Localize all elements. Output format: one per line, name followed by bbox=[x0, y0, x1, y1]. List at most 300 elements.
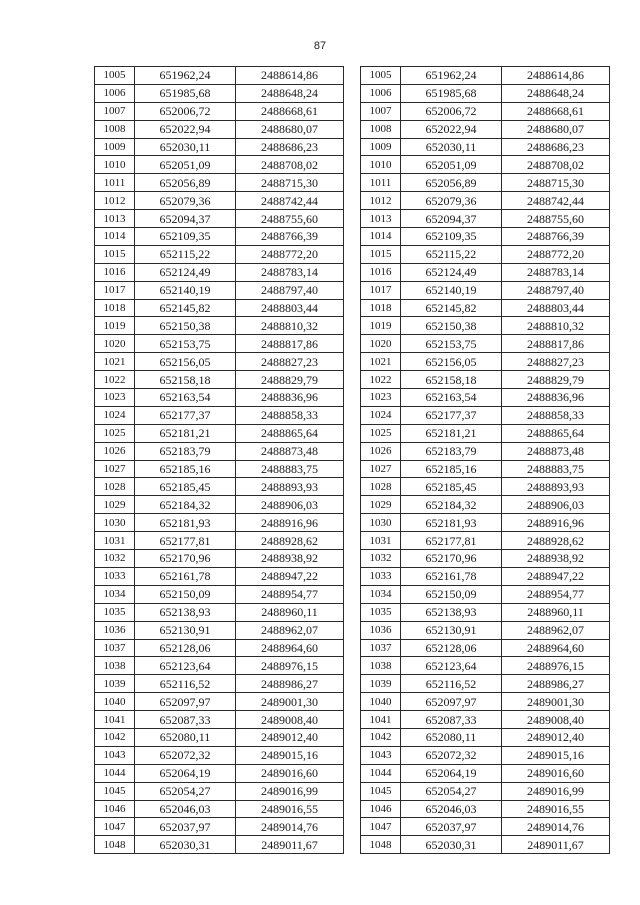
point-number-cell: 1026 bbox=[361, 442, 401, 460]
table-row bbox=[95, 478, 344, 496]
y-coordinate-cell: 2488938,92 bbox=[502, 550, 610, 568]
table-row bbox=[361, 281, 610, 299]
y-coordinate-cell: 2489016,60 bbox=[502, 764, 610, 782]
point-number-cell: 1008 bbox=[361, 120, 401, 138]
point-number-cell: 1020 bbox=[361, 335, 401, 353]
table-row bbox=[95, 693, 344, 711]
point-number-cell: 1035 bbox=[95, 603, 135, 621]
point-number-cell: 1024 bbox=[361, 406, 401, 424]
x-coordinate-cell: 652051,09 bbox=[401, 156, 502, 174]
table-row bbox=[95, 84, 344, 102]
point-number-cell: 1041 bbox=[95, 711, 135, 729]
point-number-cell: 1036 bbox=[361, 621, 401, 639]
point-number-cell: 1025 bbox=[95, 424, 135, 442]
point-number-cell: 1048 bbox=[95, 836, 135, 854]
x-coordinate-cell: 651985,68 bbox=[401, 84, 502, 102]
y-coordinate-cell: 2488708,02 bbox=[502, 156, 610, 174]
x-coordinate-cell: 651962,24 bbox=[401, 67, 502, 85]
y-coordinate-cell: 2488954,77 bbox=[502, 585, 610, 603]
point-number-cell: 1014 bbox=[95, 228, 135, 246]
x-coordinate-cell: 652150,38 bbox=[135, 317, 236, 335]
y-coordinate-cell: 2488686,23 bbox=[502, 138, 610, 156]
point-number-cell: 1034 bbox=[95, 585, 135, 603]
y-coordinate-cell: 2488755,60 bbox=[236, 210, 344, 228]
table-row bbox=[361, 836, 610, 854]
y-coordinate-cell: 2488648,24 bbox=[236, 84, 344, 102]
x-coordinate-cell: 652054,27 bbox=[135, 782, 236, 800]
x-coordinate-cell: 652185,45 bbox=[401, 478, 502, 496]
x-coordinate-cell: 652123,64 bbox=[135, 657, 236, 675]
y-coordinate-cell: 2488817,86 bbox=[502, 335, 610, 353]
table-row bbox=[361, 210, 610, 228]
y-coordinate-cell: 2488715,30 bbox=[502, 174, 610, 192]
table-row bbox=[361, 228, 610, 246]
x-coordinate-cell: 652185,45 bbox=[135, 478, 236, 496]
point-number-cell: 1022 bbox=[95, 371, 135, 389]
y-coordinate-cell: 2488962,07 bbox=[236, 621, 344, 639]
point-number-cell: 1009 bbox=[95, 138, 135, 156]
x-coordinate-cell: 652130,91 bbox=[135, 621, 236, 639]
point-number-cell: 1035 bbox=[361, 603, 401, 621]
y-coordinate-cell: 2488614,86 bbox=[236, 67, 344, 85]
x-coordinate-cell: 652161,78 bbox=[135, 567, 236, 585]
x-coordinate-cell: 652150,09 bbox=[401, 585, 502, 603]
y-coordinate-cell: 2488614,86 bbox=[502, 67, 610, 85]
y-coordinate-cell: 2488829,79 bbox=[502, 371, 610, 389]
x-coordinate-cell: 652150,09 bbox=[135, 585, 236, 603]
table-row bbox=[95, 371, 344, 389]
table-row bbox=[361, 245, 610, 263]
point-number-cell: 1041 bbox=[361, 711, 401, 729]
x-coordinate-cell: 651985,68 bbox=[135, 84, 236, 102]
table-row bbox=[95, 317, 344, 335]
x-coordinate-cell: 652109,35 bbox=[135, 228, 236, 246]
y-coordinate-cell: 2488742,44 bbox=[236, 192, 344, 210]
y-coordinate-cell: 2488803,44 bbox=[502, 299, 610, 317]
point-number-cell: 1042 bbox=[95, 728, 135, 746]
point-number-cell: 1026 bbox=[95, 442, 135, 460]
y-coordinate-cell: 2489016,99 bbox=[236, 782, 344, 800]
y-coordinate-cell: 2488797,40 bbox=[502, 281, 610, 299]
table-row bbox=[95, 728, 344, 746]
table-row bbox=[95, 550, 344, 568]
table-row bbox=[361, 406, 610, 424]
point-number-cell: 1044 bbox=[95, 764, 135, 782]
table-row bbox=[95, 603, 344, 621]
y-coordinate-cell: 2489001,30 bbox=[236, 693, 344, 711]
y-coordinate-cell: 2489016,60 bbox=[236, 764, 344, 782]
x-coordinate-cell: 652046,03 bbox=[401, 800, 502, 818]
x-coordinate-cell: 652177,81 bbox=[401, 532, 502, 550]
x-coordinate-cell: 652037,97 bbox=[135, 818, 236, 836]
x-coordinate-cell: 652181,93 bbox=[135, 514, 236, 532]
y-coordinate-cell: 2488906,03 bbox=[236, 496, 344, 514]
y-coordinate-cell: 2488947,22 bbox=[236, 567, 344, 585]
point-number-cell: 1020 bbox=[95, 335, 135, 353]
y-coordinate-cell: 2488962,07 bbox=[502, 621, 610, 639]
x-coordinate-cell: 652158,18 bbox=[401, 371, 502, 389]
table-row bbox=[95, 192, 344, 210]
table-row bbox=[361, 335, 610, 353]
y-coordinate-cell: 2488883,75 bbox=[236, 460, 344, 478]
y-coordinate-cell: 2488766,39 bbox=[236, 228, 344, 246]
table-row bbox=[95, 263, 344, 281]
table-row bbox=[361, 764, 610, 782]
table-row bbox=[361, 550, 610, 568]
table-row bbox=[361, 693, 610, 711]
table-row bbox=[95, 532, 344, 550]
x-coordinate-cell: 652056,89 bbox=[401, 174, 502, 192]
point-number-cell: 1045 bbox=[95, 782, 135, 800]
point-number-cell: 1028 bbox=[95, 478, 135, 496]
point-number-cell: 1013 bbox=[95, 210, 135, 228]
y-coordinate-cell: 2488817,86 bbox=[236, 335, 344, 353]
y-coordinate-cell: 2488883,75 bbox=[502, 460, 610, 478]
table-row bbox=[95, 228, 344, 246]
y-coordinate-cell: 2488680,07 bbox=[236, 120, 344, 138]
table-row bbox=[361, 639, 610, 657]
point-number-cell: 1017 bbox=[95, 281, 135, 299]
point-number-cell: 1042 bbox=[361, 728, 401, 746]
y-coordinate-cell: 2488865,64 bbox=[236, 424, 344, 442]
y-coordinate-cell: 2488960,11 bbox=[236, 603, 344, 621]
table-row bbox=[361, 782, 610, 800]
table-row bbox=[361, 746, 610, 764]
table-row bbox=[95, 621, 344, 639]
table-row bbox=[95, 424, 344, 442]
point-number-cell: 1029 bbox=[361, 496, 401, 514]
point-number-cell: 1008 bbox=[95, 120, 135, 138]
table-row bbox=[95, 639, 344, 657]
x-coordinate-cell: 652161,78 bbox=[401, 567, 502, 585]
point-number-cell: 1010 bbox=[361, 156, 401, 174]
y-coordinate-cell: 2488976,15 bbox=[502, 657, 610, 675]
table-row bbox=[95, 585, 344, 603]
point-number-cell: 1012 bbox=[95, 192, 135, 210]
y-coordinate-cell: 2488783,14 bbox=[236, 263, 344, 281]
table-row bbox=[361, 567, 610, 585]
table-row bbox=[361, 603, 610, 621]
y-coordinate-cell: 2488960,11 bbox=[502, 603, 610, 621]
point-number-cell: 1048 bbox=[361, 836, 401, 854]
point-number-cell: 1005 bbox=[361, 67, 401, 85]
point-number-cell: 1047 bbox=[361, 818, 401, 836]
y-coordinate-cell: 2488810,32 bbox=[502, 317, 610, 335]
point-number-cell: 1021 bbox=[95, 353, 135, 371]
x-coordinate-cell: 652094,37 bbox=[135, 210, 236, 228]
point-number-cell: 1007 bbox=[361, 102, 401, 120]
table-row bbox=[361, 460, 610, 478]
table-row bbox=[95, 156, 344, 174]
x-coordinate-cell: 652140,19 bbox=[135, 281, 236, 299]
y-coordinate-cell: 2489012,40 bbox=[502, 728, 610, 746]
x-coordinate-cell: 652087,33 bbox=[135, 711, 236, 729]
y-coordinate-cell: 2488668,61 bbox=[236, 102, 344, 120]
x-coordinate-cell: 652183,79 bbox=[401, 442, 502, 460]
x-coordinate-cell: 652158,18 bbox=[135, 371, 236, 389]
x-coordinate-cell: 652046,03 bbox=[135, 800, 236, 818]
x-coordinate-cell: 652022,94 bbox=[135, 120, 236, 138]
table-row bbox=[95, 138, 344, 156]
x-coordinate-cell: 652064,19 bbox=[401, 764, 502, 782]
x-coordinate-cell: 652072,32 bbox=[135, 746, 236, 764]
table-row bbox=[95, 210, 344, 228]
x-coordinate-cell: 652156,05 bbox=[135, 353, 236, 371]
point-number-cell: 1033 bbox=[95, 567, 135, 585]
table-row bbox=[361, 84, 610, 102]
table-row bbox=[361, 800, 610, 818]
table-row bbox=[361, 156, 610, 174]
y-coordinate-cell: 2488803,44 bbox=[236, 299, 344, 317]
point-number-cell: 1043 bbox=[361, 746, 401, 764]
x-coordinate-cell: 652163,54 bbox=[401, 389, 502, 407]
coordinates-table-right bbox=[360, 66, 610, 854]
point-number-cell: 1014 bbox=[361, 228, 401, 246]
point-number-cell: 1006 bbox=[95, 84, 135, 102]
table-row bbox=[95, 746, 344, 764]
x-coordinate-cell: 652140,19 bbox=[401, 281, 502, 299]
y-coordinate-cell: 2488986,27 bbox=[502, 675, 610, 693]
point-number-cell: 1019 bbox=[361, 317, 401, 335]
y-coordinate-cell: 2488742,44 bbox=[502, 192, 610, 210]
x-coordinate-cell: 652156,05 bbox=[401, 353, 502, 371]
table-row bbox=[95, 818, 344, 836]
y-coordinate-cell: 2488858,33 bbox=[502, 406, 610, 424]
table-row bbox=[361, 138, 610, 156]
x-coordinate-cell: 652181,21 bbox=[135, 424, 236, 442]
table-row bbox=[95, 782, 344, 800]
point-number-cell: 1047 bbox=[95, 818, 135, 836]
coordinates-table-left bbox=[94, 66, 344, 854]
point-number-cell: 1039 bbox=[95, 675, 135, 693]
x-coordinate-cell: 652051,09 bbox=[135, 156, 236, 174]
y-coordinate-cell: 2489016,55 bbox=[502, 800, 610, 818]
point-number-cell: 1013 bbox=[361, 210, 401, 228]
x-coordinate-cell: 652184,32 bbox=[401, 496, 502, 514]
table-row bbox=[361, 514, 610, 532]
x-coordinate-cell: 652064,19 bbox=[135, 764, 236, 782]
x-coordinate-cell: 652185,16 bbox=[401, 460, 502, 478]
y-coordinate-cell: 2488976,15 bbox=[236, 657, 344, 675]
table-row bbox=[95, 657, 344, 675]
point-number-cell: 1043 bbox=[95, 746, 135, 764]
x-coordinate-cell: 652054,27 bbox=[401, 782, 502, 800]
table-row bbox=[95, 389, 344, 407]
y-coordinate-cell: 2488755,60 bbox=[502, 210, 610, 228]
point-number-cell: 1029 bbox=[95, 496, 135, 514]
table-row bbox=[95, 406, 344, 424]
y-coordinate-cell: 2488783,14 bbox=[502, 263, 610, 281]
table-row bbox=[361, 317, 610, 335]
x-coordinate-cell: 652030,11 bbox=[401, 138, 502, 156]
point-number-cell: 1030 bbox=[361, 514, 401, 532]
point-number-cell: 1032 bbox=[361, 550, 401, 568]
point-number-cell: 1036 bbox=[95, 621, 135, 639]
y-coordinate-cell: 2488827,23 bbox=[236, 353, 344, 371]
table-row bbox=[361, 263, 610, 281]
table-row bbox=[95, 120, 344, 138]
y-coordinate-cell: 2489011,67 bbox=[502, 836, 610, 854]
point-number-cell: 1016 bbox=[361, 263, 401, 281]
x-coordinate-cell: 652080,11 bbox=[401, 728, 502, 746]
x-coordinate-cell: 652181,21 bbox=[401, 424, 502, 442]
y-coordinate-cell: 2489011,67 bbox=[236, 836, 344, 854]
y-coordinate-cell: 2488772,20 bbox=[502, 245, 610, 263]
y-coordinate-cell: 2488916,96 bbox=[502, 514, 610, 532]
x-coordinate-cell: 652177,37 bbox=[135, 406, 236, 424]
x-coordinate-cell: 652056,89 bbox=[135, 174, 236, 192]
point-number-cell: 1039 bbox=[361, 675, 401, 693]
x-coordinate-cell: 652185,16 bbox=[135, 460, 236, 478]
x-coordinate-cell: 652170,96 bbox=[401, 550, 502, 568]
table-row bbox=[95, 496, 344, 514]
table-row bbox=[95, 442, 344, 460]
x-coordinate-cell: 652030,31 bbox=[401, 836, 502, 854]
y-coordinate-cell: 2488797,40 bbox=[236, 281, 344, 299]
x-coordinate-cell: 652115,22 bbox=[135, 245, 236, 263]
point-number-cell: 1046 bbox=[361, 800, 401, 818]
point-number-cell: 1031 bbox=[361, 532, 401, 550]
y-coordinate-cell: 2488810,32 bbox=[236, 317, 344, 335]
x-coordinate-cell: 652163,54 bbox=[135, 389, 236, 407]
y-coordinate-cell: 2488829,79 bbox=[236, 371, 344, 389]
x-coordinate-cell: 652094,37 bbox=[401, 210, 502, 228]
table-row bbox=[361, 818, 610, 836]
y-coordinate-cell: 2489012,40 bbox=[236, 728, 344, 746]
point-number-cell: 1034 bbox=[361, 585, 401, 603]
y-coordinate-cell: 2488893,93 bbox=[502, 478, 610, 496]
y-coordinate-cell: 2488772,20 bbox=[236, 245, 344, 263]
table-row bbox=[95, 335, 344, 353]
x-coordinate-cell: 652124,49 bbox=[135, 263, 236, 281]
y-coordinate-cell: 2488873,48 bbox=[502, 442, 610, 460]
table-row bbox=[95, 836, 344, 854]
table-row bbox=[361, 496, 610, 514]
point-number-cell: 1031 bbox=[95, 532, 135, 550]
point-number-cell: 1040 bbox=[95, 693, 135, 711]
table-row bbox=[361, 675, 610, 693]
table-row bbox=[95, 102, 344, 120]
point-number-cell: 1016 bbox=[95, 263, 135, 281]
x-coordinate-cell: 652183,79 bbox=[135, 442, 236, 460]
point-number-cell: 1018 bbox=[361, 299, 401, 317]
x-coordinate-cell: 652022,94 bbox=[401, 120, 502, 138]
point-number-cell: 1012 bbox=[361, 192, 401, 210]
x-coordinate-cell: 652145,82 bbox=[401, 299, 502, 317]
point-number-cell: 1033 bbox=[361, 567, 401, 585]
x-coordinate-cell: 652006,72 bbox=[401, 102, 502, 120]
point-number-cell: 1011 bbox=[361, 174, 401, 192]
y-coordinate-cell: 2489016,99 bbox=[502, 782, 610, 800]
point-number-cell: 1009 bbox=[361, 138, 401, 156]
table-row bbox=[95, 353, 344, 371]
table-row bbox=[361, 711, 610, 729]
table-row bbox=[95, 281, 344, 299]
table-row bbox=[95, 460, 344, 478]
y-coordinate-cell: 2488928,62 bbox=[236, 532, 344, 550]
y-coordinate-cell: 2488928,62 bbox=[502, 532, 610, 550]
point-number-cell: 1044 bbox=[361, 764, 401, 782]
table-row bbox=[361, 192, 610, 210]
y-coordinate-cell: 2489014,76 bbox=[502, 818, 610, 836]
y-coordinate-cell: 2488708,02 bbox=[236, 156, 344, 174]
x-coordinate-cell: 652030,31 bbox=[135, 836, 236, 854]
x-coordinate-cell: 652109,35 bbox=[401, 228, 502, 246]
x-coordinate-cell: 652138,93 bbox=[401, 603, 502, 621]
y-coordinate-cell: 2488715,30 bbox=[236, 174, 344, 192]
point-number-cell: 1007 bbox=[95, 102, 135, 120]
x-coordinate-cell: 652080,11 bbox=[135, 728, 236, 746]
table-row bbox=[361, 657, 610, 675]
point-number-cell: 1037 bbox=[361, 639, 401, 657]
y-coordinate-cell: 2489016,55 bbox=[236, 800, 344, 818]
point-number-cell: 1017 bbox=[361, 281, 401, 299]
point-number-cell: 1040 bbox=[361, 693, 401, 711]
x-coordinate-cell: 652030,11 bbox=[135, 138, 236, 156]
x-coordinate-cell: 652181,93 bbox=[401, 514, 502, 532]
point-number-cell: 1015 bbox=[95, 245, 135, 263]
point-number-cell: 1023 bbox=[361, 389, 401, 407]
point-number-cell: 1021 bbox=[361, 353, 401, 371]
point-number-cell: 1032 bbox=[95, 550, 135, 568]
table-row bbox=[361, 120, 610, 138]
y-coordinate-cell: 2488954,77 bbox=[236, 585, 344, 603]
y-coordinate-cell: 2489014,76 bbox=[236, 818, 344, 836]
y-coordinate-cell: 2488865,64 bbox=[502, 424, 610, 442]
x-coordinate-cell: 652116,52 bbox=[135, 675, 236, 693]
x-coordinate-cell: 652123,64 bbox=[401, 657, 502, 675]
table-row bbox=[361, 621, 610, 639]
point-number-cell: 1011 bbox=[95, 174, 135, 192]
x-coordinate-cell: 652138,93 bbox=[135, 603, 236, 621]
y-coordinate-cell: 2488858,33 bbox=[236, 406, 344, 424]
y-coordinate-cell: 2488873,48 bbox=[236, 442, 344, 460]
y-coordinate-cell: 2488906,03 bbox=[502, 496, 610, 514]
page-number: 87 bbox=[313, 40, 327, 52]
y-coordinate-cell: 2488836,96 bbox=[502, 389, 610, 407]
point-number-cell: 1038 bbox=[361, 657, 401, 675]
x-coordinate-cell: 652097,97 bbox=[401, 693, 502, 711]
table-row bbox=[95, 711, 344, 729]
table-row bbox=[361, 299, 610, 317]
table-row bbox=[95, 174, 344, 192]
y-coordinate-cell: 2488964,60 bbox=[236, 639, 344, 657]
x-coordinate-cell: 652170,96 bbox=[135, 550, 236, 568]
point-number-cell: 1030 bbox=[95, 514, 135, 532]
x-coordinate-cell: 652116,52 bbox=[401, 675, 502, 693]
x-coordinate-cell: 652124,49 bbox=[401, 263, 502, 281]
table-row bbox=[95, 299, 344, 317]
y-coordinate-cell: 2488986,27 bbox=[236, 675, 344, 693]
x-coordinate-cell: 652115,22 bbox=[401, 245, 502, 263]
x-coordinate-cell: 652079,36 bbox=[135, 192, 236, 210]
x-coordinate-cell: 652153,75 bbox=[135, 335, 236, 353]
point-number-cell: 1025 bbox=[361, 424, 401, 442]
y-coordinate-cell: 2489015,16 bbox=[236, 746, 344, 764]
table-row bbox=[361, 478, 610, 496]
table-row bbox=[95, 514, 344, 532]
y-coordinate-cell: 2488680,07 bbox=[502, 120, 610, 138]
point-number-cell: 1005 bbox=[95, 67, 135, 85]
point-number-cell: 1022 bbox=[361, 371, 401, 389]
point-number-cell: 1027 bbox=[95, 460, 135, 478]
y-coordinate-cell: 2488916,96 bbox=[236, 514, 344, 532]
y-coordinate-cell: 2488893,93 bbox=[236, 478, 344, 496]
table-row bbox=[361, 728, 610, 746]
x-coordinate-cell: 652153,75 bbox=[401, 335, 502, 353]
table-row bbox=[361, 532, 610, 550]
x-coordinate-cell: 652150,38 bbox=[401, 317, 502, 335]
